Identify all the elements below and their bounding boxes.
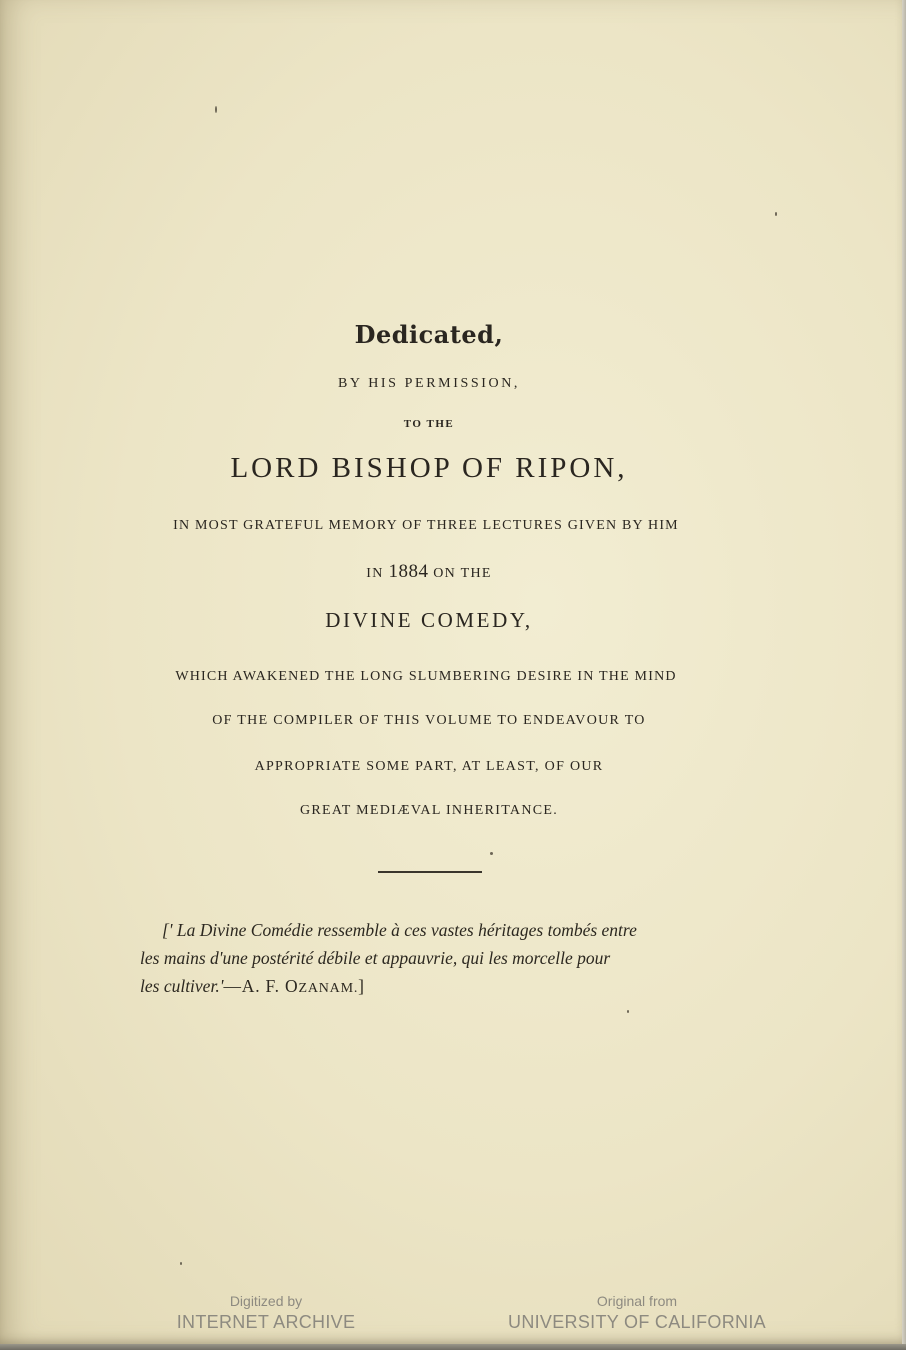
attribution-dash: —A. F. — [223, 976, 286, 996]
year-line — [0, 561, 858, 583]
ozanam-quote — [140, 916, 720, 1003]
paper-speck — [775, 212, 777, 216]
university-label: UNIVERSITY OF CALIFORNIA — [508, 1312, 766, 1332]
page-bottom-edge — [0, 1344, 906, 1350]
quote-line-3 — [140, 972, 720, 1003]
page-right-edge — [902, 0, 906, 1350]
digitized-by-watermark — [166, 1292, 366, 1334]
year-suffix: ON THE — [433, 566, 492, 581]
by-permission-line: BY HIS PERMISSION, — [337, 376, 521, 391]
original-from-watermark — [506, 1292, 768, 1334]
quote-line-2: les mains d'une postérité débile et appauvrie, qui les morcelle pour — [140, 948, 611, 968]
work-title: DIVINE COMEDY, — [325, 608, 533, 632]
year-prefix: IN — [366, 566, 384, 581]
memory-line: IN MOST GRATEFUL MEMORY OF THREE LECTURES GIVEN BY HIM — [173, 518, 679, 533]
internet-archive-label: INTERNET ARCHIVE — [176, 1312, 356, 1332]
author-initial: O — [285, 976, 299, 996]
dedication-line-3: APPROPRIATE SOME PART, AT LEAST, OF OUR — [254, 759, 604, 774]
to-the-line: TO THE — [403, 418, 455, 430]
dedicatee-title: LORD BISHOP OF RIPON, — [230, 452, 628, 484]
quote-line-1: [' La Divine Comédie ressemble à ces vastes héritages tombés entre — [162, 920, 637, 940]
quote-line-3-italic: les cultiver.' — [140, 976, 224, 996]
paper-speck — [180, 1262, 182, 1265]
author-rest: ZANAM. — [298, 981, 359, 996]
closing-bracket: ] — [358, 976, 365, 996]
paper-speck — [627, 1010, 629, 1013]
original-from-label: Original from — [596, 1293, 678, 1309]
dedication-line-2: OF THE COMPILER OF THIS VOLUME TO ENDEAVOUR TO — [212, 713, 646, 728]
dedication-line-4: GREAT MEDIÆVAL INHERITANCE. — [299, 803, 559, 818]
quote-attribution — [223, 976, 364, 996]
year-number: 1884 — [388, 561, 429, 582]
paper-speck — [490, 852, 493, 855]
digitized-by-label: Digitized by — [229, 1293, 303, 1309]
dedication-line-1: WHICH AWAKENED THE LONG SLUMBERING DESIRE IN THE MIND — [175, 669, 677, 684]
paper-speck — [215, 106, 217, 113]
section-divider — [378, 871, 482, 873]
dedication-heading: Dedicated, — [354, 320, 504, 349]
